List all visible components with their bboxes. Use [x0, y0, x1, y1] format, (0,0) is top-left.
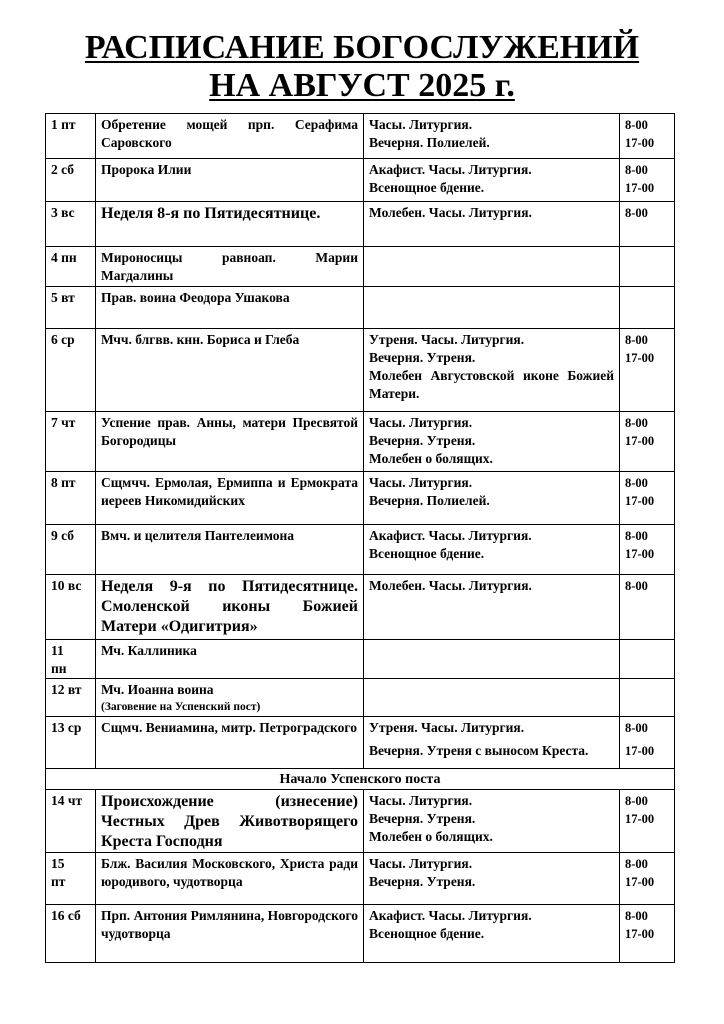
- service-time: 17-00: [625, 744, 655, 758]
- feast-name-cell: [96, 717, 364, 769]
- feast-name: Прп. Антония Римлянина, Новгородского чудотворца: [101, 908, 358, 941]
- service-line: Вечерня. Полиелей.: [369, 135, 490, 150]
- feast-name-cell: [96, 679, 364, 717]
- date-part: 11: [51, 643, 64, 658]
- feast-name: Блж. Василия Московского, Христа ради юродивого, чудотворца: [101, 856, 358, 889]
- feast-name-cell: [96, 472, 364, 525]
- schedule-row: [46, 329, 675, 412]
- service-line: Вечерня. Утреня.: [369, 874, 476, 889]
- date-cell: 4 пн: [46, 247, 96, 287]
- feast-name: Неделя 8-я по Пятидесятнице.: [101, 205, 321, 222]
- service-time: 8-00: [625, 909, 648, 923]
- service-line: Вечерня. Утреня с выносом Креста.: [369, 743, 589, 758]
- times-cell: [620, 640, 675, 679]
- service-line: Молебен. Часы. Литургия.: [369, 578, 532, 593]
- service-line: Вечерня. Полиелей.: [369, 493, 490, 508]
- lent-banner: Начало Успенского поста: [46, 769, 675, 790]
- service-time: 8-00: [625, 163, 648, 177]
- service-time: 8-00: [625, 333, 648, 347]
- times-cell: [620, 159, 675, 202]
- times-cell: [620, 329, 675, 412]
- feast-name: Мчч. блгвв. кнн. Бориса и Глеба: [101, 332, 300, 347]
- date-cell: [46, 853, 96, 905]
- feast-name: Сщмч. Вениамина, митр. Петроградского: [101, 720, 357, 735]
- services-cell: [364, 114, 620, 159]
- service-line: Молебен о болящих.: [369, 829, 493, 844]
- services-cell: [364, 905, 620, 963]
- feast-name: Обретение мощей прп. Серафима Саровского: [101, 117, 358, 150]
- services-cell: [364, 640, 620, 679]
- feast-name: Пророка Илии: [101, 162, 192, 177]
- service-time: 8-00: [625, 206, 648, 220]
- service-line: Молебен Августовской иконе Божией Матери.: [369, 368, 614, 401]
- schedule-row: [46, 853, 675, 905]
- times-cell: [620, 287, 675, 329]
- feast-name-cell: [96, 525, 364, 575]
- schedule-row: [46, 287, 675, 329]
- services-cell: [364, 412, 620, 472]
- date-cell: 7 чт: [46, 412, 96, 472]
- date-cell: 8 пт: [46, 472, 96, 525]
- service-time: 8-00: [625, 721, 648, 735]
- service-time: 17-00: [625, 812, 655, 826]
- feast-name-cell: [96, 287, 364, 329]
- service-line: Вечерня. Утреня.: [369, 350, 476, 365]
- feast-name-cell: [96, 159, 364, 202]
- date-cell: 12 вт: [46, 679, 96, 717]
- date-cell: [46, 640, 96, 679]
- times-cell: [620, 472, 675, 525]
- feast-name: Прав. воина Феодора Ушакова: [101, 290, 290, 305]
- service-time: 8-00: [625, 476, 648, 490]
- services-cell: [364, 472, 620, 525]
- times-cell: [620, 790, 675, 853]
- times-cell: [620, 525, 675, 575]
- service-line: Молебен. Часы. Литургия.: [369, 205, 532, 220]
- schedule-row: [46, 114, 675, 159]
- services-cell: [364, 853, 620, 905]
- service-line: Утреня. Часы. Литургия.: [369, 332, 525, 347]
- services-cell: [364, 202, 620, 247]
- date-cell: 9 сб: [46, 525, 96, 575]
- schedule-row: [46, 575, 675, 640]
- feast-name: Сщмчч. Ермолая, Ермиппа и Ермократа иереев Никомидийских: [101, 475, 358, 508]
- schedule-row: [46, 472, 675, 525]
- feast-name: Мч. Каллиника: [101, 643, 197, 658]
- services-cell: [364, 575, 620, 640]
- times-cell: [620, 202, 675, 247]
- times-cell: [620, 412, 675, 472]
- service-time: 17-00: [625, 494, 655, 508]
- date-part: пн: [51, 661, 67, 676]
- service-line: Часы. Литургия.: [369, 793, 473, 808]
- schedule-row: [46, 525, 675, 575]
- date-cell: 13 ср: [46, 717, 96, 769]
- date-cell: 14 чт: [46, 790, 96, 853]
- feast-name: Вмч. и целителя Пантелеимона: [101, 528, 295, 543]
- service-time: 8-00: [625, 794, 648, 808]
- service-line: Акафист. Часы. Литургия.: [369, 908, 532, 923]
- date-cell: 16 сб: [46, 905, 96, 963]
- feast-name: Происхождение (изнесение) Честных Древ Животворящего Креста Господня: [101, 793, 358, 850]
- service-line: Всенощное бдение.: [369, 180, 485, 195]
- lent-banner-row: [46, 769, 675, 790]
- services-cell: [364, 329, 620, 412]
- schedule-row: [46, 202, 675, 247]
- times-cell: [620, 114, 675, 159]
- service-line: Акафист. Часы. Литургия.: [369, 528, 532, 543]
- date-cell: 6 ср: [46, 329, 96, 412]
- schedule-row: [46, 717, 675, 769]
- feast-name-cell: [96, 640, 364, 679]
- service-line: Всенощное бдение.: [369, 546, 485, 561]
- date-cell: 10 вс: [46, 575, 96, 640]
- services-cell: [364, 525, 620, 575]
- service-time: 17-00: [625, 547, 655, 561]
- service-line: Часы. Литургия.: [369, 415, 473, 430]
- service-line: Часы. Литургия.: [369, 117, 473, 132]
- service-line: Молебен о болящих.: [369, 451, 493, 466]
- feast-name: Успение прав. Анны, матери Пресвятой Богородицы: [101, 415, 358, 448]
- services-cell: [364, 790, 620, 853]
- service-line: Часы. Литургия.: [369, 475, 473, 490]
- schedule-row: [46, 412, 675, 472]
- service-line: Утреня. Часы. Литургия.: [369, 720, 525, 735]
- service-line: Вечерня. Утреня.: [369, 811, 476, 826]
- feast-note: (Заговение на Успенский пост): [101, 701, 261, 713]
- service-time: 8-00: [625, 416, 648, 430]
- service-time: 8-00: [625, 857, 648, 871]
- times-cell: [620, 905, 675, 963]
- feast-name: Неделя 9-я по Пятидесятнице. Смоленской иконы Божией Матери «Одигитрия»: [101, 578, 358, 635]
- date-cell: 5 вт: [46, 287, 96, 329]
- schedule-table: [45, 113, 675, 963]
- times-cell: [620, 717, 675, 769]
- feast-name-cell: [96, 575, 364, 640]
- service-time: 17-00: [625, 875, 655, 889]
- date-cell: 1 пт: [46, 114, 96, 159]
- services-cell: [364, 287, 620, 329]
- feast-name: Мироносицы равноап. Марии Магдалины: [101, 250, 358, 283]
- schedule-row: [46, 640, 675, 679]
- date-part: 15: [51, 856, 65, 871]
- service-time: 17-00: [625, 136, 655, 150]
- feast-name-cell: [96, 247, 364, 287]
- feast-name-cell: [96, 202, 364, 247]
- times-cell: [620, 247, 675, 287]
- feast-name-cell: [96, 329, 364, 412]
- service-time: 8-00: [625, 118, 648, 132]
- times-cell: [620, 853, 675, 905]
- services-cell: [364, 247, 620, 287]
- feast-name-cell: [96, 412, 364, 472]
- service-time: 17-00: [625, 434, 655, 448]
- times-cell: [620, 575, 675, 640]
- feast-name-cell: [96, 790, 364, 853]
- schedule-row: [46, 247, 675, 287]
- services-cell: [364, 679, 620, 717]
- page-title: РАСПИСАНИЕ БОГОСЛУЖЕНИЙ: [84, 29, 640, 66]
- schedule-row: [46, 790, 675, 853]
- date-cell: 2 сб: [46, 159, 96, 202]
- date-cell: 3 вс: [46, 202, 96, 247]
- service-time: 17-00: [625, 351, 655, 365]
- service-line: Акафист. Часы. Литургия.: [369, 162, 532, 177]
- times-cell: [620, 679, 675, 717]
- services-cell: [364, 159, 620, 202]
- feast-name: Мч. Иоанна воина: [101, 682, 214, 697]
- service-time: 8-00: [625, 529, 648, 543]
- feast-name-cell: [96, 114, 364, 159]
- service-time: 17-00: [625, 181, 655, 195]
- feast-name-cell: [96, 905, 364, 963]
- schedule-row: [46, 159, 675, 202]
- date-part: пт: [51, 874, 66, 889]
- services-cell: [364, 717, 620, 769]
- schedule-row: [46, 679, 675, 717]
- service-line: Вечерня. Утреня.: [369, 433, 476, 448]
- service-line: Часы. Литургия.: [369, 856, 473, 871]
- service-line: Всенощное бдение.: [369, 926, 485, 941]
- service-time: 8-00: [625, 579, 648, 593]
- schedule-row: [46, 905, 675, 963]
- service-time: 17-00: [625, 927, 655, 941]
- page-subtitle: НА АВГУСТ 2025 г.: [209, 67, 515, 104]
- feast-name-cell: [96, 853, 364, 905]
